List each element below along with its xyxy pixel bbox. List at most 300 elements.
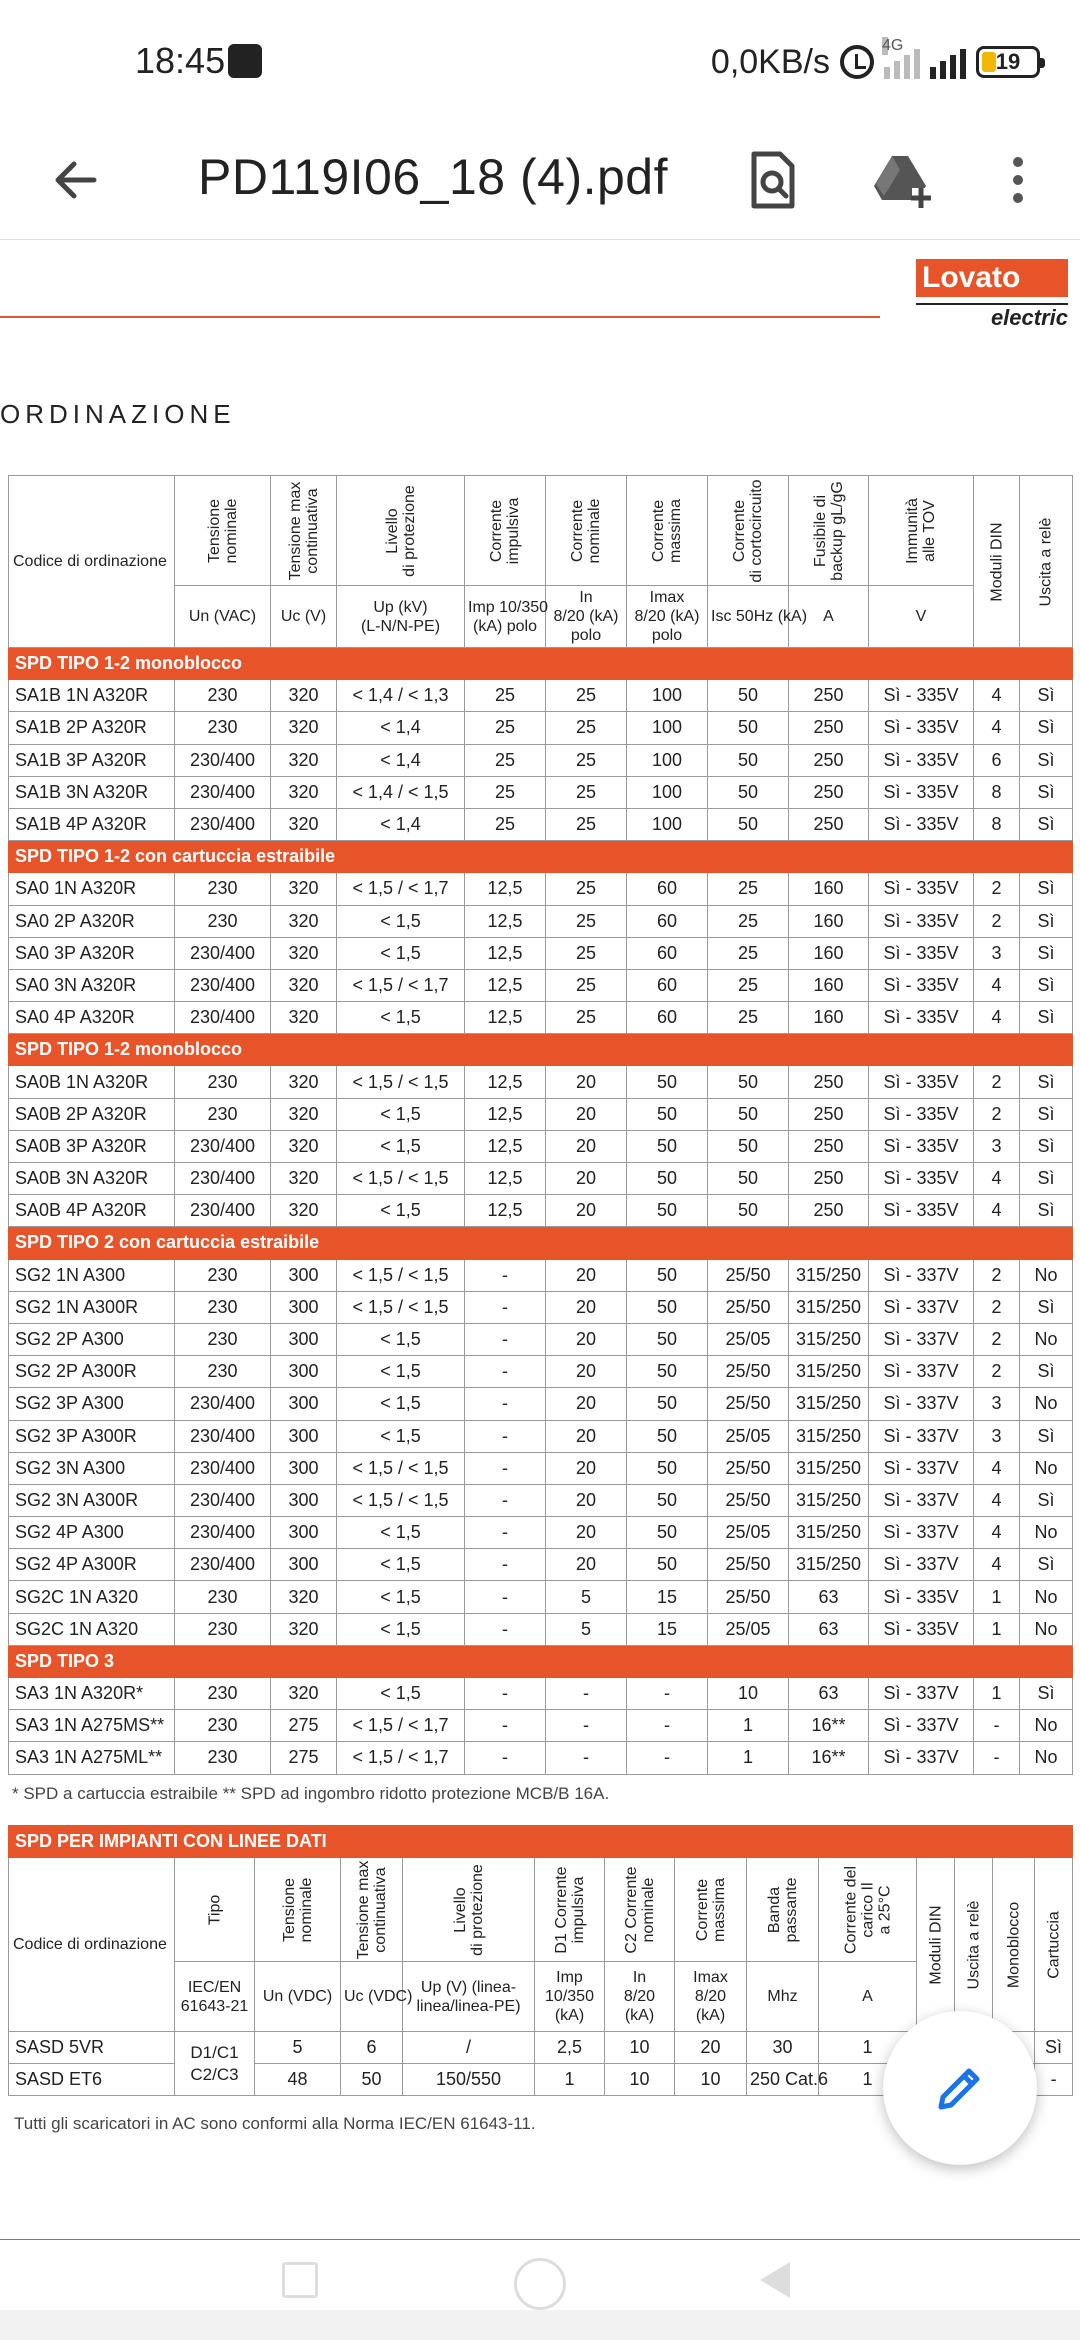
table-cell: 25/50	[708, 1259, 789, 1291]
group-header-row	[9, 1034, 1073, 1066]
table-row	[9, 1130, 1073, 1162]
table-cell: 230/400	[175, 776, 271, 808]
table-cell: Sì - 337V	[869, 1517, 974, 1549]
table-cell: 300	[271, 1388, 337, 1420]
order-code: SG2 4P A300R	[9, 1549, 175, 1581]
table-cell: 4	[974, 680, 1020, 712]
table-cell: 5	[255, 2032, 341, 2064]
table-cell: 320	[271, 1678, 337, 1710]
table-cell: 320	[271, 1195, 337, 1227]
table-cell: 320	[271, 808, 337, 840]
table-cell: -	[1035, 2064, 1073, 2096]
spd-ordering-table	[8, 475, 1073, 1775]
table-cell: Sì - 337V	[869, 1742, 974, 1774]
header-label: Uscita a relè	[1037, 517, 1055, 606]
table-cell: 5	[546, 1613, 627, 1645]
table-cell: 63	[789, 1613, 869, 1645]
table-cell: 50	[627, 1066, 708, 1098]
table-cell: 25	[465, 776, 546, 808]
table-cell: < 1,5 / < 1,5	[337, 1259, 465, 1291]
table-cell: 230/400	[175, 1195, 271, 1227]
group-title: SPD PER IMPIANTI CON LINEE DATI	[9, 1826, 1073, 1858]
order-code: SG2 1N A300R	[9, 1291, 175, 1323]
order-code: SG2C 1N A320	[9, 1581, 175, 1613]
table-cell: Sì	[1035, 2032, 1073, 2064]
table-cell: 15	[627, 1613, 708, 1645]
group-title: SPD TIPO 1-2 con cartuccia estraibile	[9, 841, 1073, 873]
table-cell: < 1,5	[337, 1581, 465, 1613]
order-code: SA0B 3N A320R	[9, 1163, 175, 1195]
header-label: Livello di protezione	[451, 1863, 486, 1956]
table-cell: Sì - 335V	[869, 905, 974, 937]
table-cell: 50	[708, 1163, 789, 1195]
table-cell: 320	[271, 1163, 337, 1195]
table-cell: 1	[974, 1678, 1020, 1710]
header-unit: Up (V) (linea- linea/linea-PE)	[403, 1962, 535, 2032]
table-cell: Sì - 335V	[869, 1581, 974, 1613]
table-cell: 25	[708, 937, 789, 969]
table-cell: 250	[789, 1163, 869, 1195]
table-cell: 1	[708, 1710, 789, 1742]
table-cell: < 1,5	[337, 1130, 465, 1162]
table-cell: < 1,5 / < 1,5	[337, 1163, 465, 1195]
table-cell: 230/400	[175, 1420, 271, 1452]
table-cell: 2	[974, 1323, 1020, 1355]
table-row	[9, 1195, 1073, 1227]
table-cell: Sì	[1020, 1356, 1073, 1388]
table-cell: 16**	[789, 1710, 869, 1742]
table-cell: < 1,5	[337, 1356, 465, 1388]
table-cell: Sì	[1020, 1549, 1073, 1581]
table-cell: 6	[974, 744, 1020, 776]
table-row	[9, 905, 1073, 937]
table-cell: 250	[789, 744, 869, 776]
table-cell: 315/250	[789, 1291, 869, 1323]
header-unit: Imp 10/350 (kA)	[535, 1962, 605, 2032]
table-cell: 60	[627, 1002, 708, 1034]
table-cell: 100	[627, 712, 708, 744]
table-cell: 10	[675, 2064, 747, 2096]
table-cell: 60	[627, 873, 708, 905]
table-cell: -	[627, 1742, 708, 1774]
table-cell: 1	[708, 1742, 789, 1774]
header-label: Banda passante	[765, 1877, 800, 1942]
table-cell: < 1,5 / < 1,5	[337, 1291, 465, 1323]
table-cell: 12,5	[465, 1163, 546, 1195]
table-cell: 250	[789, 1130, 869, 1162]
table-cell: 12,5	[465, 905, 546, 937]
table-row	[9, 1356, 1073, 1388]
table-cell: 315/250	[789, 1388, 869, 1420]
order-code: SA0B 3P A320R	[9, 1130, 175, 1162]
table-row	[9, 1613, 1073, 1645]
table-cell: 230	[175, 1581, 271, 1613]
header-moduli	[974, 476, 1020, 648]
table-cell: 160	[789, 937, 869, 969]
table-cell: 230/400	[175, 1163, 271, 1195]
order-code: SA0B 4P A320R	[9, 1195, 175, 1227]
header-label: Moduli DIN	[988, 521, 1005, 602]
table-cell: 100	[627, 744, 708, 776]
table-cell: 10	[605, 2064, 675, 2096]
table-cell: No	[1020, 1710, 1073, 1742]
table-cell: < 1,5	[337, 937, 465, 969]
header-label: Moduli DIN	[927, 1904, 944, 1985]
table-cell: -	[627, 1710, 708, 1742]
header-cell	[337, 476, 465, 586]
header-cell	[175, 476, 271, 586]
header-unit: Un (VAC)	[175, 586, 271, 648]
header-label: Tensione nominale	[280, 1877, 315, 1942]
network-type: 4G	[882, 37, 904, 54]
table-cell: 8	[974, 776, 1020, 808]
table-cell: Sì	[1020, 905, 1073, 937]
table-cell: 25	[546, 905, 627, 937]
search-document-icon[interactable]	[742, 150, 802, 210]
table-cell: 230	[175, 712, 271, 744]
table-cell: No	[1020, 1613, 1073, 1645]
table-cell: Sì	[1020, 1163, 1073, 1195]
order-code: SA0 1N A320R	[9, 873, 175, 905]
order-code: SA3 1N A320R*	[9, 1678, 175, 1710]
pdf-page[interactable]	[0, 241, 1080, 2240]
edit-fab[interactable]	[883, 2011, 1037, 2165]
table-cell: 250 Cat.6	[747, 2064, 819, 2096]
table-cell: 230	[175, 1323, 271, 1355]
order-code: SA0B 2P A320R	[9, 1098, 175, 1130]
table-cell: Sì	[1020, 873, 1073, 905]
table-cell: 250	[789, 712, 869, 744]
footnote-spd: * SPD a cartuccia estraibile ** SPD ad ingombro ridotto protezione MCB/B 16A.	[12, 1784, 610, 1803]
table-cell: < 1,4 / < 1,3	[337, 680, 465, 712]
header-cell	[627, 476, 708, 586]
table-cell: 230	[175, 1356, 271, 1388]
drive-add-icon[interactable]	[872, 150, 932, 210]
order-code: SA3 1N A275MS**	[9, 1710, 175, 1742]
table-cell: 20	[546, 1452, 627, 1484]
table-cell: 25/05	[708, 1517, 789, 1549]
table-cell: Sì	[1020, 776, 1073, 808]
back-arrow-icon[interactable]	[50, 154, 102, 206]
table-cell: 100	[627, 776, 708, 808]
table-cell: 50	[627, 1484, 708, 1516]
table-cell: 16**	[789, 1742, 869, 1774]
table-cell: 25	[465, 680, 546, 712]
header-label: Corrente di cortocircuito	[731, 478, 765, 583]
table-cell: 230	[175, 873, 271, 905]
table-cell: 4	[974, 712, 1020, 744]
table-cell: No	[1020, 1517, 1073, 1549]
table-cell: Sì	[1020, 744, 1073, 776]
table-cell: 20	[546, 1259, 627, 1291]
table-cell: 12,5	[465, 873, 546, 905]
table-cell: 250	[789, 808, 869, 840]
table-cell: /	[403, 2032, 535, 2064]
table-cell: 315/250	[789, 1517, 869, 1549]
table-cell: Sì	[1020, 937, 1073, 969]
header-label: Immunità alle TOV	[904, 497, 938, 564]
table-cell: 8	[974, 808, 1020, 840]
header-code: Codice di ordinazione	[9, 1858, 175, 2032]
table-cell: < 1,5	[337, 1517, 465, 1549]
table-cell: 25	[546, 873, 627, 905]
table-cell: Sì	[1020, 712, 1073, 744]
order-code: SG2C 1N A320	[9, 1613, 175, 1645]
table-cell: Sì - 337V	[869, 1388, 974, 1420]
tipo-cell: D1/C1 C2/C3	[175, 2032, 255, 2096]
table-cell: Sì - 335V	[869, 1130, 974, 1162]
table-cell: Sì - 335V	[869, 712, 974, 744]
table-cell: < 1,5 / < 1,7	[337, 969, 465, 1001]
table-cell: < 1,5 / < 1,5	[337, 1484, 465, 1516]
header-label: Corrente del carico Il a 25°C	[842, 1865, 893, 1954]
table-cell: Sì - 335V	[869, 808, 974, 840]
table-row	[9, 1163, 1073, 1195]
pencil-icon	[933, 2061, 987, 2115]
table-cell: 50	[627, 1388, 708, 1420]
table-row	[9, 1066, 1073, 1098]
header-label: Corrente nominale	[569, 498, 603, 563]
table-cell: < 1,4 / < 1,5	[337, 776, 465, 808]
table-cell: No	[1020, 1259, 1073, 1291]
table-row	[9, 1420, 1073, 1452]
header-unit: A	[789, 586, 869, 648]
table-cell: < 1,4	[337, 744, 465, 776]
table-cell: -	[465, 1259, 546, 1291]
order-code: SA0 3N A320R	[9, 969, 175, 1001]
table-cell: 25	[546, 744, 627, 776]
table-cell: 230/400	[175, 969, 271, 1001]
table-cell: Sì - 337V	[869, 1484, 974, 1516]
table-cell: 25	[546, 712, 627, 744]
table-cell: 230/400	[175, 744, 271, 776]
table-cell: 300	[271, 1259, 337, 1291]
table-cell: Sì - 335V	[869, 937, 974, 969]
lovato-logo	[916, 259, 1068, 330]
header-cell	[789, 476, 869, 586]
table-cell: Sì - 337V	[869, 1549, 974, 1581]
table-cell: 20	[546, 1291, 627, 1323]
table-cell: Sì	[1020, 1098, 1073, 1130]
table-cell: 50	[627, 1163, 708, 1195]
table-cell: 230/400	[175, 1452, 271, 1484]
table-cell: 12,5	[465, 969, 546, 1001]
table-cell: Sì	[1020, 969, 1073, 1001]
table-cell: No	[1020, 1581, 1073, 1613]
table-row	[9, 1323, 1073, 1355]
table-cell: -	[465, 1356, 546, 1388]
table-cell: Sì	[1020, 1678, 1073, 1710]
table-cell: 1	[535, 2064, 605, 2096]
header-cell	[675, 1858, 747, 1962]
table-cell: 2	[974, 1098, 1020, 1130]
table-cell: Sì - 337V	[869, 1323, 974, 1355]
table-cell: 2	[974, 873, 1020, 905]
table-cell: 60	[627, 937, 708, 969]
more-options-icon[interactable]	[1000, 150, 1060, 210]
table-cell: Sì - 335V	[869, 969, 974, 1001]
recents-icon[interactable]	[282, 2262, 318, 2298]
header-row	[9, 1858, 1073, 1962]
status-time: 18:45	[135, 40, 226, 81]
table-cell: 25	[546, 1002, 627, 1034]
table-cell: 230	[175, 1678, 271, 1710]
header-cartuccia	[1035, 1858, 1073, 2032]
table-cell: 2	[974, 1259, 1020, 1291]
header-cell	[271, 476, 337, 586]
table-cell: 150/550	[403, 2064, 535, 2096]
header-label: Corrente impulsiva	[488, 497, 522, 564]
table-cell: < 1,5 / < 1,7	[337, 873, 465, 905]
table-cell: 320	[271, 712, 337, 744]
home-icon[interactable]	[514, 2258, 566, 2310]
table-cell: < 1,5	[337, 905, 465, 937]
table-cell: 63	[789, 1581, 869, 1613]
table-cell: Sì	[1020, 680, 1073, 712]
order-code: SG2 3N A300R	[9, 1484, 175, 1516]
table-cell: 25	[546, 937, 627, 969]
table-cell: 60	[627, 969, 708, 1001]
logo-brand: Lovato	[922, 261, 1021, 294]
order-code: SG2 4P A300	[9, 1517, 175, 1549]
table-cell: 20	[546, 1098, 627, 1130]
table-row	[9, 776, 1073, 808]
table-cell: 50	[708, 1098, 789, 1130]
table-cell: 20	[546, 1195, 627, 1227]
header-unit: V	[869, 586, 974, 648]
order-code: SG2 2P A300R	[9, 1356, 175, 1388]
table-cell: No	[1020, 1742, 1073, 1774]
header-label: Cartuccia	[1045, 1910, 1063, 1979]
table-cell: Sì - 337V	[869, 1710, 974, 1742]
table-cell: No	[1020, 1323, 1073, 1355]
table-cell: 50	[627, 1259, 708, 1291]
table-cell: Sì - 337V	[869, 1356, 974, 1388]
table-cell: 25	[708, 1002, 789, 1034]
table-cell: 50	[708, 1130, 789, 1162]
table-cell: 230/400	[175, 1388, 271, 1420]
header-label: Tensione nominale	[205, 498, 240, 563]
header-unit: Mhz	[747, 1962, 819, 2032]
table-cell: 2	[974, 1066, 1020, 1098]
table-cell: Sì - 335V	[869, 1195, 974, 1227]
table-row	[9, 969, 1073, 1001]
table-cell: 50	[341, 2064, 403, 2096]
table-cell: Sì - 335V	[869, 680, 974, 712]
table-row	[9, 1259, 1073, 1291]
table-cell: 25	[546, 969, 627, 1001]
table-cell: 25/50	[708, 1452, 789, 1484]
table-cell: 315/250	[789, 1452, 869, 1484]
table-row	[9, 1549, 1073, 1581]
table-cell: 50	[708, 744, 789, 776]
table-cell: 230	[175, 1098, 271, 1130]
table-row	[9, 1742, 1073, 1774]
order-code: SA0 3P A320R	[9, 937, 175, 969]
header-cell	[546, 476, 627, 586]
section-title: ORDINAZIONE	[0, 399, 236, 429]
group-title: SPD TIPO 3	[9, 1645, 1073, 1677]
header-cell	[341, 1858, 403, 1962]
table-cell: 1	[974, 1613, 1020, 1645]
table-cell: 12,5	[465, 1098, 546, 1130]
header-label: Tensione max continuativa	[286, 481, 321, 580]
table-cell: 300	[271, 1517, 337, 1549]
table-cell: Sì	[1020, 1195, 1073, 1227]
header-label: Tipo	[206, 1894, 223, 1925]
table-cell: -	[465, 1613, 546, 1645]
table-row	[9, 744, 1073, 776]
header-unit: A	[819, 1962, 917, 2032]
table-cell: < 1,5	[337, 1195, 465, 1227]
group-title: SPD TIPO 2 con cartuccia estraibile	[9, 1227, 1073, 1259]
header-label: Uscita a relè	[965, 1900, 982, 1989]
table-cell: 315/250	[789, 1549, 869, 1581]
table-cell: 50	[708, 776, 789, 808]
table-cell: 50	[627, 1549, 708, 1581]
table-cell: 25/50	[708, 1484, 789, 1516]
header-cell	[255, 1858, 341, 1962]
table-cell: 320	[271, 1581, 337, 1613]
table-cell: 6	[341, 2032, 403, 2064]
table-cell: 20	[546, 1163, 627, 1195]
table-row	[9, 1581, 1073, 1613]
header-unit: Un (VDC)	[255, 1962, 341, 2032]
table-cell: Sì - 335V	[869, 1613, 974, 1645]
order-code: SA3 1N A275ML**	[9, 1742, 175, 1774]
table-cell: 2	[974, 905, 1020, 937]
document-title: PD119I06_18 (4).pdf	[198, 149, 668, 205]
order-code: SA1B 3P A320R	[9, 744, 175, 776]
table-cell: 100	[627, 808, 708, 840]
table-cell: 320	[271, 1098, 337, 1130]
table-cell: 20	[546, 1517, 627, 1549]
table-cell: 3	[974, 1420, 1020, 1452]
table-cell: 320	[271, 1130, 337, 1162]
table-cell: 4	[974, 1452, 1020, 1484]
table-cell: 320	[271, 873, 337, 905]
table-cell: Sì	[1020, 1002, 1073, 1034]
table-cell: Sì	[1020, 1130, 1073, 1162]
header-label: Livello di protezione	[383, 484, 418, 577]
status-right	[710, 37, 1040, 84]
table-cell: 50	[627, 1420, 708, 1452]
group-header-row	[9, 1826, 1073, 1858]
table-cell: 25/05	[708, 1613, 789, 1645]
table-cell: 3	[974, 1130, 1020, 1162]
header-unit: Uc (VDC)	[341, 1962, 403, 2032]
table-row	[9, 1710, 1073, 1742]
table-cell: 25/50	[708, 1356, 789, 1388]
table-row	[9, 712, 1073, 744]
table-cell: Sì	[1020, 1066, 1073, 1098]
table-cell: Sì - 335V	[869, 1066, 974, 1098]
table-cell: 5	[546, 1581, 627, 1613]
table-cell: -	[465, 1452, 546, 1484]
table-cell: Sì - 335V	[869, 744, 974, 776]
table-cell: 10	[708, 1678, 789, 1710]
table-cell: 50	[627, 1517, 708, 1549]
header-uscita	[955, 1858, 993, 2032]
table-cell: 230	[175, 1066, 271, 1098]
table-cell: Sì - 335V	[869, 1163, 974, 1195]
table-cell: 20	[546, 1420, 627, 1452]
table-cell: 300	[271, 1452, 337, 1484]
table-cell: Sì - 335V	[869, 873, 974, 905]
table-cell: 230	[175, 680, 271, 712]
nav-back-icon[interactable]	[760, 2262, 790, 2298]
table-cell: 160	[789, 905, 869, 937]
